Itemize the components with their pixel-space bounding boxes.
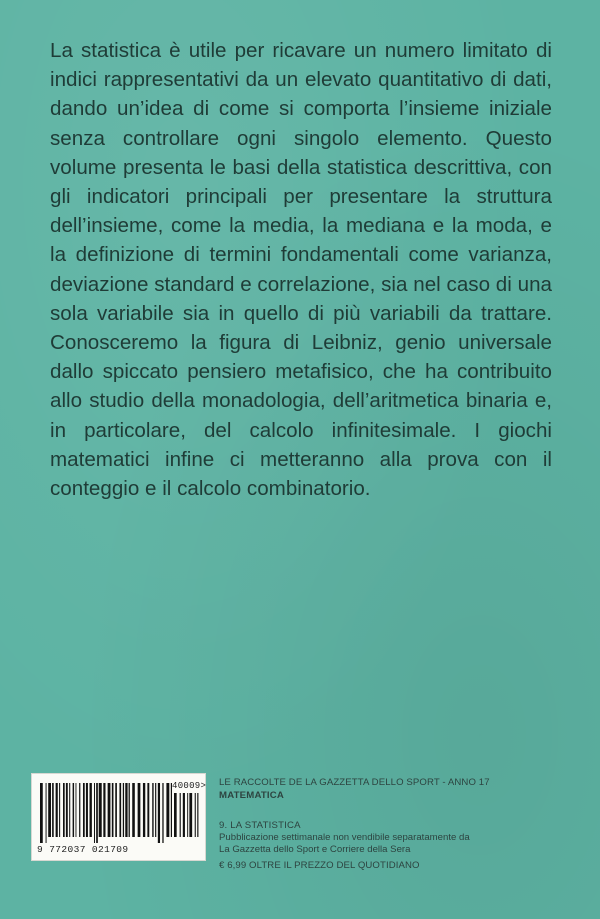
barcode-addon-number: 40009>: [172, 781, 207, 791]
barcode-bar: [132, 783, 135, 837]
barcode-bar: [162, 783, 163, 843]
barcode-bar: [79, 783, 80, 837]
barcode-bar: [83, 783, 85, 837]
barcode-label: [31, 773, 206, 861]
barcode-bar: [166, 783, 169, 837]
barcode-bar: [143, 783, 145, 837]
barcode-bar: [63, 783, 65, 837]
barcode-bar: [174, 793, 177, 837]
barcode-bar: [147, 783, 149, 837]
barcode-bar: [40, 783, 43, 843]
barcode-bar: [115, 783, 117, 837]
barcode-bar: [138, 783, 141, 837]
barcode-bar: [90, 783, 92, 837]
publication-info: [219, 776, 559, 872]
barcode-bar: [103, 783, 105, 837]
barcode-bar: [99, 783, 102, 837]
barcode-bar: [46, 783, 47, 843]
barcode-bar: [123, 783, 124, 837]
barcode-bar: [152, 783, 153, 837]
barcode-bar: [155, 783, 156, 837]
barcode-bar: [96, 783, 98, 843]
barcode-bar: [158, 783, 160, 843]
barcode-bar: [73, 783, 74, 837]
price-line: € 6,99 OLTRE IL PREZZO DEL QUOTIDIANO: [219, 860, 420, 871]
barcode-bar: [66, 783, 68, 837]
volume-title: 9. LA STATISTICA: [219, 820, 301, 831]
barcode-addon: [174, 793, 200, 843]
barcode-bar: [189, 793, 192, 837]
barcode-bar: [94, 783, 95, 843]
subject-title: MATEMATICA: [219, 790, 285, 801]
barcode-bar: [59, 783, 60, 837]
barcode-bar: [76, 783, 77, 837]
barcode-bar: [183, 793, 185, 837]
barcode-number: 9 772037 021709: [37, 844, 129, 855]
barcode-bar: [195, 793, 196, 837]
barcode-bar: [56, 783, 58, 837]
sale-notice-line-2: La Gazzetta dello Sport e Corriere della Sera: [219, 844, 411, 855]
barcode-bar: [108, 783, 111, 837]
barcode-bar: [187, 793, 188, 837]
barcode-bar: [52, 783, 54, 837]
barcode-bar: [86, 783, 88, 837]
barcode-bar: [171, 783, 172, 837]
barcode-bar: [119, 783, 121, 837]
series-title: LE RACCOLTE DE LA GAZZETTA DELLO SPORT - ANNO 17: [219, 777, 490, 788]
barcode-bar: [69, 783, 70, 837]
back-cover-blurb: La statistica è utile per ricavare un numero limitato di indici rappresentativi da un elevato quantitativo di dati, dando un’idea di come si comporta l’insieme iniziale senza controllare ogni singolo elemento. Questo volume presenta le basi della statistica descrittiva, con gli indicatori principali per presentare la struttura dell’insieme, come la media, la mediana e la moda, e la definizione di termini fondamentali come varianza, deviazione standard e correlazione, sia nel caso di una sola variabile sia in quello di più variabili da trattare. Conosceremo la figura di Leibniz, genio universale dallo spiccato pensiero metafisico, che ha contribuito allo studio della monadologia, dell’aritmetica binaria e, in particolare, del calcolo infinitesimale. I giochi matematici infine ci metteranno alla prova con il conteggio e il calcolo combinatorio.: [50, 39, 552, 501]
ean-barcode: [40, 783, 172, 843]
barcode-bar: [125, 783, 127, 837]
barcode-bar: [129, 783, 130, 837]
sale-notice-line-1: Pubblicazione settimanale non vendibile separatamente da: [219, 832, 470, 843]
barcode-bar: [48, 783, 51, 837]
barcode-bar: [197, 793, 198, 837]
barcode-bar: [112, 783, 114, 837]
barcode-bar: [180, 793, 181, 837]
